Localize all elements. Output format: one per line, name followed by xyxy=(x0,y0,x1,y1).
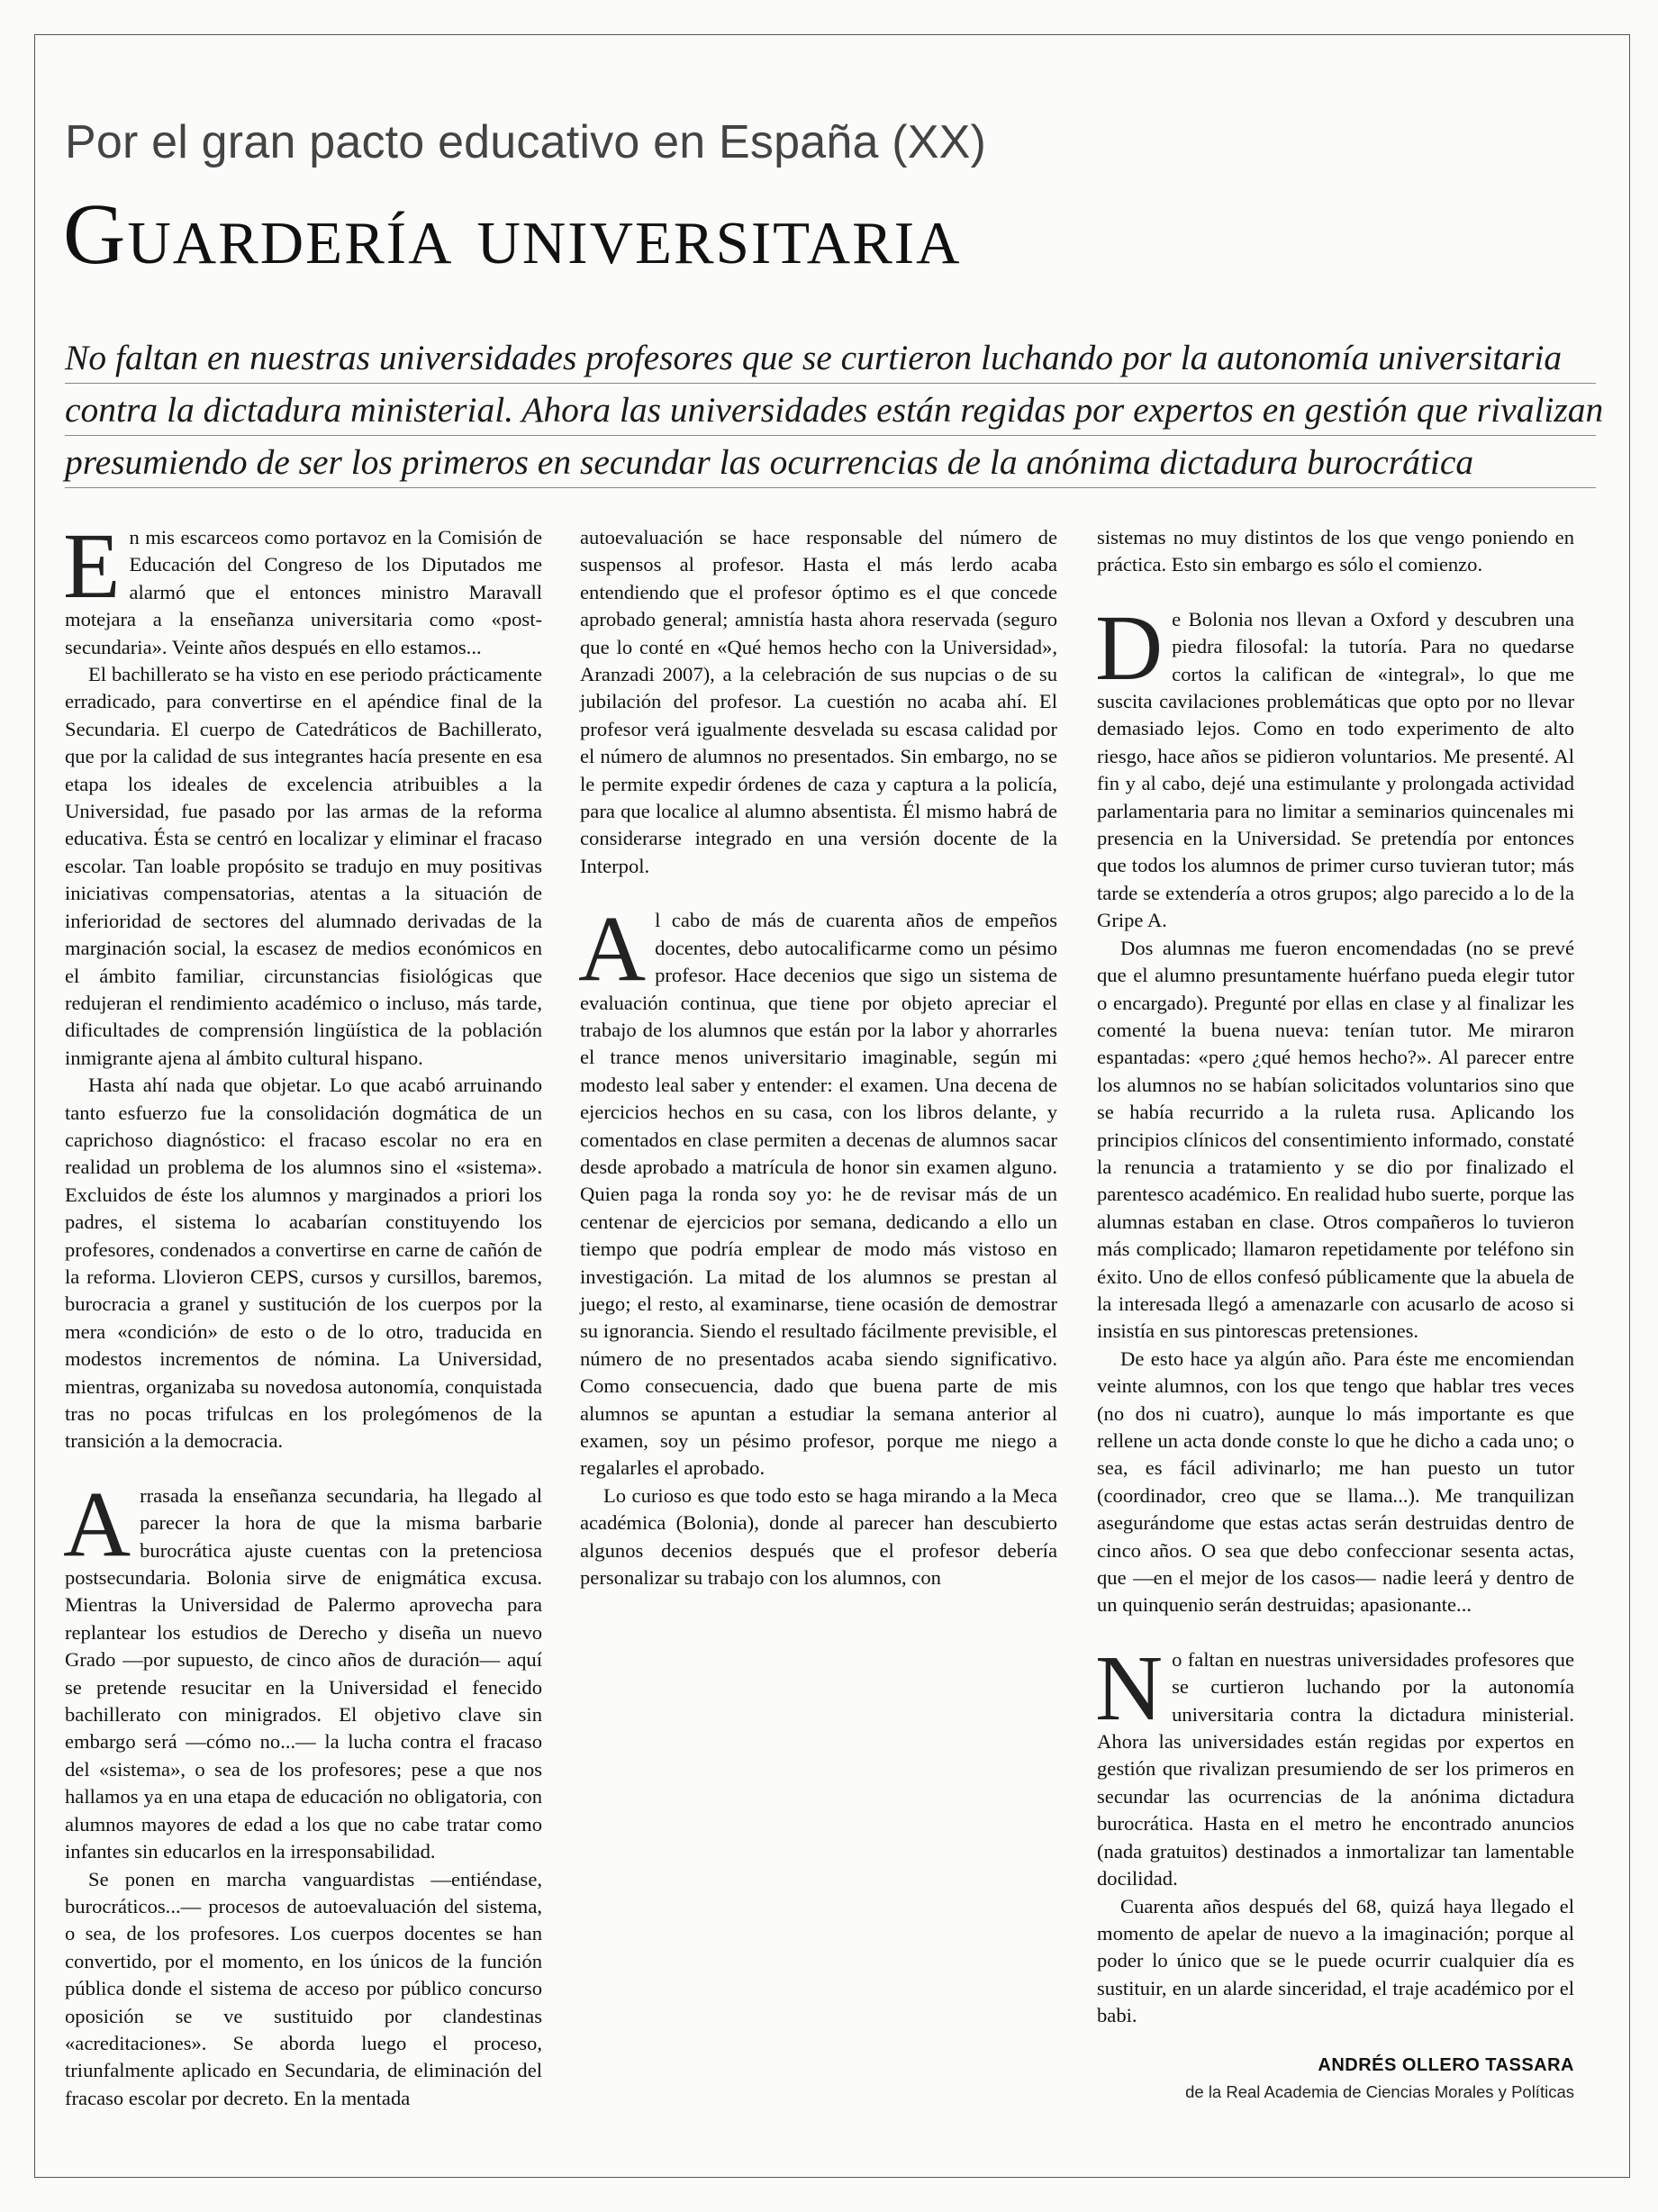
paragraph: Se ponen en marcha vanguardistas —entiéndase, burocráticos...— procesos de autoevaluación del sistema, o sea, de los profesores. Los cuerpos docentes se han convertido, por el momento, en los únicos de la función pública donde el sistema de acceso por público concurso oposición se ve sustituido por clandestinas «acreditaciones». Se aborda luego el proceso, triunfalmente aplicado en Secundaria, de eliminación del fracaso escolar por decreto. En la mentada xyxy=(65,1867,542,2109)
standfirst xyxy=(65,331,1604,488)
drop-cap: E xyxy=(63,514,121,618)
author-byline: ANDRÉS OLLERO TASSARA xyxy=(1318,2055,1574,2075)
paragraph: Hasta ahí nada que objetar. Lo que acabó arruinando tanto esfuerzo fue la consolidación dogmática de un caprichoso diagnóstico: el fracaso escolar no era en realidad un problema de los alumnos sino el «sistema». Excluidos de éste los alumnos y marginados a priori los padres, el sistema lo acabarían constituyendo los profesores, condenados a convertirse en carne de cañón de la reforma. Llovieron CEPS, cursos y cursillos, baremos, burocracia a granel y sustitución de los cuerpos por la mera «condición» de esto o de lo otro, traducida en modestos incrementos de nómina. La Universidad, mientras, organizaba su novedosa autonomía, conquistada tras no pocas trifulcas en los prolegómenos de la transición a la democracia. xyxy=(65,1074,542,1453)
paragraph: En mis escarceos como portavoz en la Comisión de Educación del Congreso de los Diputados me alarmó que el entonces ministro Maravall motejara a la enseñanza universitaria como «post-secundaria». Veinte años después en ello estamos... xyxy=(63,514,542,658)
body-column-3 xyxy=(1097,524,1574,2030)
paragraph: Lo curioso es que todo esto se haga mirando a la Meca académica (Bolonia), donde al parecer han descubierto algunos decenios después que el profesor debería personalizar su trabajo con los alumnos, con xyxy=(580,1483,1057,1590)
paragraph: Al cabo de más de cuarenta años de empeños docentes, debo autocalificarme como un pésimo profesor. Hace decenios que sigo un sistema de evaluación continua, que tiene por objeto apreciar el trabajo de los alumnos que están por la labor y ahorrarles el trance menos universitario imaginable, según mi modesto leal saber y entender: el examen. Una decena de ejercicios hechos en su casa, con los libros delante, y comentados en clase permiten a decenas de alumnos sacar desde aprobado a matrícula de honor sin examen alguno. Quien paga la ronda soy yo: he de revisar más de un centenar de ejercicios por semana, dedicando a ello un tiempo que podría emplear de modo más vistoso en investigación. La mitad de los alumnos se prestan al juego; el resto, al examinarse, tiene ocasión de demostrar su ignorancia. Siendo el resultado fácilmente previsible, el número de no presentados acaba siendo significativo. Como consecuencia, dado que buena parte de mis alumnos se apuntan a estudiar la semana anterior al examen, soy un pésimo profesor, porque me niego a regalarles el aprobado. xyxy=(578,897,1057,1480)
paragraph: De esto hace ya algún año. Para éste me encomiendan veinte alumnos, con los que tengo que hablar tres veces (no dos ni cuatro), aunque lo más importante es que rellene un acta donde conste lo que he dicho a cada uno; o sea, es fácil adivinarlo; me han puesto un tutor (coordinador, creo que se llama...). Me tranquilizan asegurándome que estas actas serán destruidas dentro de cinco años. O sea que debo confeccionar sesenta actas, que —en el mejor de los casos— nadie leerá y dentro de un quinquenio serán destruidas; apasionante... xyxy=(1097,1346,1574,1617)
drop-cap: A xyxy=(63,1472,131,1576)
paragraph: Arrasada la enseñanza secundaria, ha llegado al parecer la hora de que la misma barbarie burocrática ajuste cuentas con la pretenciosa postsecundaria. Bolonia sirve de enigmática excusa. Mientras la Universidad de Palermo aprovecha para replantear los estudios de Derecho y diseña un nuevo Grado —por supuesto, de cinco años de duración— aquí se pretende resucitar en la Universidad el fenecido bachillerato con minigrados. El objetivo clave sin embargo será —cómo no...— la lucha contra el fracaso del «sistema», o sea de los profesores; pese a que nos hallamos ya en una etapa de educación no obligatoria, con alumnos mayores de edad a los que no cabe tratar como infantes sin educarlos en la irresponsabilidad. xyxy=(63,1472,542,1863)
standfirst-line: No faltan en nuestras universidades profesores que se curtieron luchando por la autonomía universitaria xyxy=(65,331,1596,384)
standfirst-line: contra la dictadura ministerial. Ahora las universidades están regidas por expertos en gestión que rivalizan xyxy=(65,384,1596,436)
paragraph: sistemas no muy distintos de los que vengo poniendo en práctica. Esto sin embargo es sólo el comienzo. xyxy=(1097,526,1574,576)
series-kicker: Por el gran pacto educativo en España (XX) xyxy=(65,116,987,168)
paragraph: Cuarenta años después del 68, quizá haya llegado el momento de apelar de nuevo a la imaginación; porque al poder lo único que se le puede ocurrir cualquier día es sustituir, en un alarde sinceridad, el traje académico por el babi. xyxy=(1097,1894,1574,2027)
author-affiliation: de la Real Academia de Ciencias Morales y Políticas xyxy=(1185,2082,1574,2101)
paragraph: autoevaluación se hace responsable del número de suspensos al profesor. Hasta el más lerdo acaba entendiendo que el profesor óptimo es el que concede aprobado general; amnistía hasta ahora reservada (seguro que lo conté en «Qué hemos hecho con la Universidad», Aranzadi 2007), a la celebración de sus nupcias o de su jubilación del profesor. La cuestión no acaba ahí. El profesor verá igualmente desvelada su escasa calidad por el número de alumnos no presentados. Sin embargo, no se le permite expedir órdenes de caza y captura a la policía, para que localice al alumno absentista. Él mismo habrá de considerarse integrado en una versión docente de la Interpol. xyxy=(580,526,1057,877)
drop-cap: N xyxy=(1095,1636,1164,1740)
drop-cap: D xyxy=(1095,595,1164,700)
paragraph: El bachillerato se ha visto en ese periodo prácticamente erradicado, para convertirse en el apéndice final de la Secundaria. El cuerpo de Catedráticos de Bachillerato, que por la calidad de sus integrantes hacía presente en esa etapa los ideales de excelencia atribuibles a la Universidad, fue pasado por las armas de la reforma educativa. Ésta se centró en localizar y eliminar el fracaso escolar. Tan loable propósito se tradujo en muy positivas iniciativas compensatorias, atentas a la situación de inferioridad de sectores del alumnado derivadas de la marginación social, la escasez de medios económicos en el ámbito familiar, circunstancias fisiológicas que redujeran el rendimiento académico o incluso, más tarde, dificultades de comprensión lingüística de la población inmigrante ajena al ámbito cultural hispano. xyxy=(65,663,542,1069)
paragraph: No faltan en nuestras universidades profesores que se curtieron luchando por la autonomía universitaria contra la dictadura ministerial. Ahora las universidades están regidas por expertos en gestión que rivalizan presumiendo de ser los primeros en secundar las ocurrencias de la anónima dictadura burocrática. Hasta en el metro he encontrado anuncios (nada gratuitos) destinados a inmortalizar tan lamentable docilidad. xyxy=(1095,1636,1574,1890)
body-column-2 xyxy=(580,524,1057,1591)
body-column-1 xyxy=(63,514,542,2112)
paragraph: De Bolonia nos llevan a Oxford y descubren una piedra filosofal: la tutoría. Para no quedarse cortos la califican de «integral», lo que me suscita cavilaciones problemáticas que opto por no llevar demasiado lejos. Como en todo experimento de alto riesgo, hace años se pidieron voluntarios. Me presenté. Al fin y al cabo, dejé una estimulante y prolongada actividad parlamentaria para no limitar a seminarios quincenales mi presencia en la Universidad. Se pretendía por entonces que todos los alumnos de primer curso tuvieran tutor; más tarde se extendería a otros grupos; algo parecido a lo de la Gripe A. xyxy=(1095,595,1574,932)
paragraph: Dos alumnas me fueron encomendadas (no se prevé que el alumno presuntamente huérfano pueda elegir tutor o encargado). Pregunté por ellas en clase y al finalizar les comenté la buena nueva: tenían tutor. Me miraron espantadas: «pero ¿qué hemos hecho?». Al parecer entre los alumnos no se habían solicitados voluntarios sino que se había recurrido a la ruleta rusa. Aplicando los principios clínicos del consentimiento informado, constaté la renuncia a tratamiento y se dio por finalizado el parentesco académico. En realidad hubo suerte, porque las alumnas estaban en clase. Otros compañeros lo tuvieron más complicado; llamaron repetidamente por teléfono sin éxito. Uno de ellos confesó públicamente que la abuela de la interesada llegó a amenazarle con acusarlo de acoso si insistía en sus pintorescas pretensiones. xyxy=(1097,936,1574,1343)
drop-cap: A xyxy=(578,897,647,1002)
standfirst-line: presumiendo de ser los primeros en secundar las ocurrencias de la anónima dictadura burocrática xyxy=(65,436,1596,488)
headline: Guardería universitaria xyxy=(63,186,962,282)
